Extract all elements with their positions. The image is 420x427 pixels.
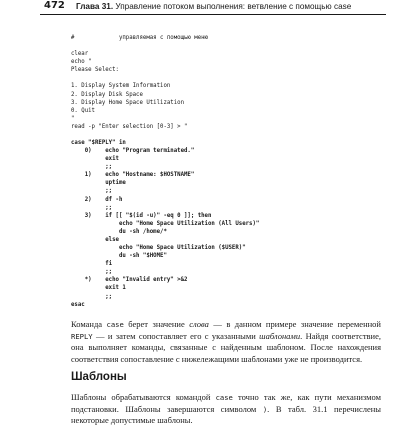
code-line: "	[71, 115, 75, 122]
code-line: 1) echo "Hostname: $HOSTNAME"	[71, 172, 195, 179]
inline-code-reply: REPLY	[71, 331, 93, 341]
code-line: # управляемая с помощью меню	[71, 35, 208, 41]
code-line: exit	[71, 156, 119, 163]
code-line: ;;	[71, 164, 113, 171]
italic-term-patterns: шаблонами	[259, 330, 301, 341]
inline-code-paren: )	[262, 404, 268, 414]
code-line: case "$REPLY" in	[71, 140, 126, 147]
chapter-label: Глава 31.	[76, 2, 114, 11]
code-line: echo "Home Space Utilization (All Users)"	[71, 220, 260, 227]
chapter-title	[76, 1, 351, 12]
code-line	[71, 74, 259, 82]
code-line: 3. Display Home Space Utilization	[71, 99, 184, 106]
code-line: clear	[71, 51, 89, 58]
body-paragraph	[71, 319, 381, 365]
code-line: 2. Display Disk Space	[71, 91, 143, 98]
text-run: точно так же, как пути механизмом подстановки. Шаблоны завершаются символом	[71, 392, 382, 414]
code-line	[71, 131, 259, 139]
code-line: esac	[71, 301, 85, 308]
code-line: fi	[71, 261, 113, 268]
section-heading: Шаблоны	[71, 371, 127, 383]
code-line: read -p "Enter selection [0-3] > "	[71, 123, 188, 130]
chapter-title-text: Управление потоком выполнения: ветвление с помощью case	[115, 2, 352, 11]
inline-code-case: case	[106, 320, 124, 329]
code-listing	[71, 34, 259, 309]
inline-code-case: case	[215, 393, 233, 402]
code-line: du -sh /home/*	[71, 228, 167, 235]
page-number: 472	[44, 0, 65, 11]
code-line: Please Select:	[71, 67, 119, 74]
text-run: — и затем сопоставляет его с указанными	[92, 330, 260, 341]
running-header	[0, 0, 420, 13]
code-line: ;;	[71, 204, 113, 211]
text-run: . В табл. 31.1 перечислены некоторые допустимые шаблоны.	[71, 403, 382, 426]
text-run: Команда	[71, 319, 107, 329]
code-line: else	[71, 236, 119, 243]
code-line: *) echo "Invalid entry" >&2	[71, 277, 188, 284]
code-line: ;;	[71, 188, 113, 195]
text-run: . Найдя соответствие, она выполняет команды, связанные с найденным шаблоном. После нахождения соответствия сопоставление с нижележащими шаблонами уже не производится.	[71, 330, 381, 364]
code-line: uptime	[71, 180, 126, 187]
code-line: 3) if [[ "$(id -u)" -eq 0 ]]; then	[71, 212, 212, 219]
code-line: du -sh "$HOME"	[71, 253, 167, 260]
code-line: echo "	[71, 59, 92, 66]
code-line: 0) echo "Program terminated."	[71, 148, 195, 155]
text-run: Шаблоны обрабатываются командой	[71, 392, 216, 402]
code-line: echo "Home Space Utilization ($USER)"	[71, 245, 246, 252]
code-line: 0. Quit	[71, 107, 95, 114]
code-line	[71, 42, 259, 50]
text-run: — в данном примере значение переменной	[208, 319, 381, 329]
body-paragraph-2	[71, 392, 381, 427]
code-line: exit 1	[71, 285, 126, 292]
code-line: ;;	[71, 293, 113, 300]
italic-term-word: слова	[189, 319, 209, 329]
code-line: 2) df -h	[71, 196, 123, 203]
header-rule	[40, 14, 386, 15]
code-line: ;;	[71, 269, 113, 276]
code-line: 1. Display System Information	[71, 83, 171, 90]
text-run: берет значение	[123, 319, 190, 329]
